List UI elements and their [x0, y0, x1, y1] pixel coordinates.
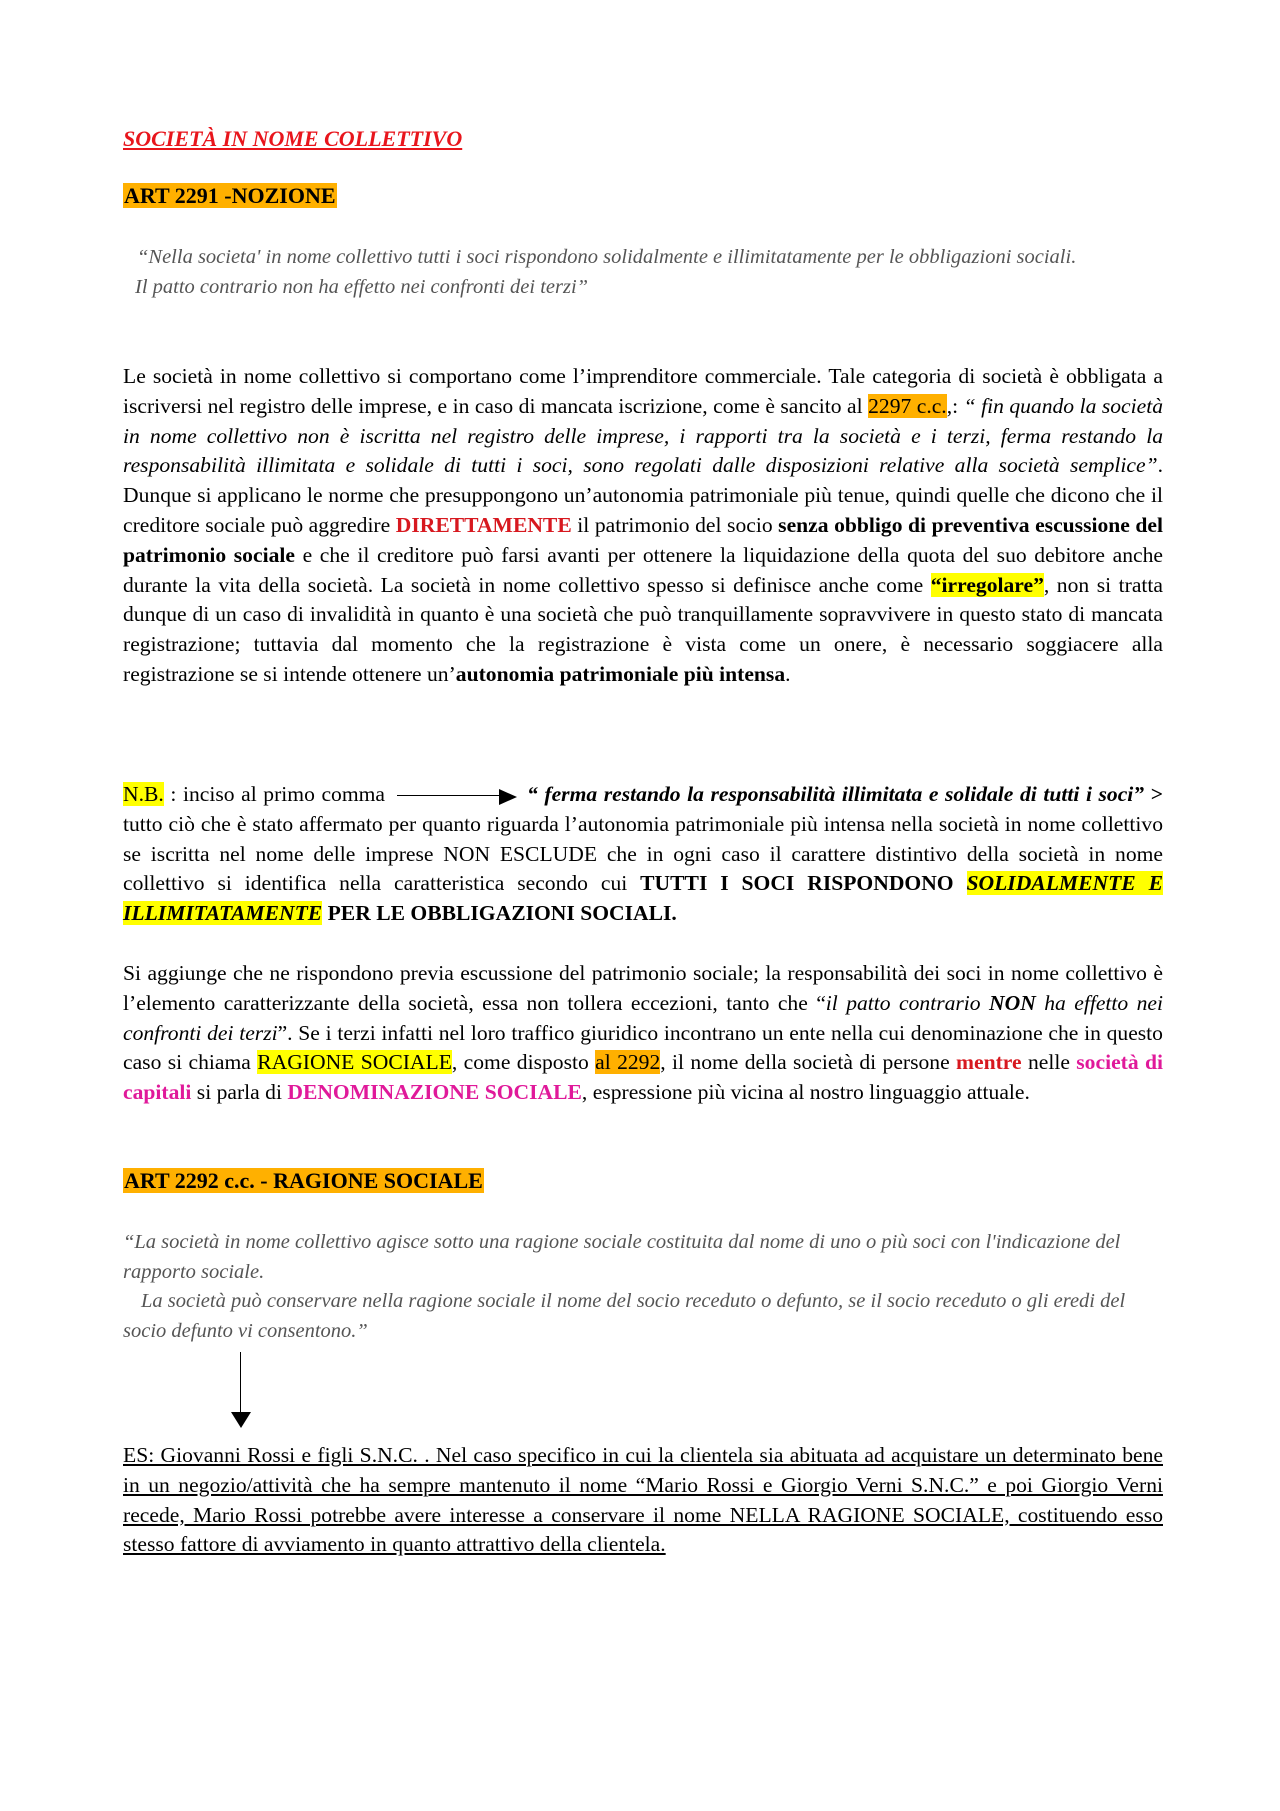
document-title: SOCIETÀ IN NOME COLLETTIVO — [123, 126, 463, 151]
art-2291-heading: ART 2291 -NOZIONE — [124, 183, 336, 208]
art-2291-quote: “Nella societa' in nome collettivo tutti i soci rispondono solidalmente e illimitatamente per le obbligazioni sociali. Il patto contrario non ha effetto nei confronti dei terzi” — [135, 246, 1077, 298]
right-arrow-icon — [397, 789, 517, 803]
example-paragraph: ES: Giovanni Rossi e figli S.N.C. . Nel caso specifico in cui la clientela sia abituata ad acquistare un determinato bene in un negozio/attività che ha sempre mantenuto il nome “Mario Rossi e Giorgio Verni S.N.C.” e poi Giorgio Verni recede, Mario Rossi potrebbe avere interesse a conservare il nome NELLA RAGIONE SOCIALE, costituendo esso stesso fattore di avviamento in quanto attrattivo della clientela. — [123, 1443, 1163, 1557]
art-2292-heading: ART 2292 c.c. - RAGIONE SOCIALE — [124, 1168, 483, 1193]
art-2292-quote: “La società in nome collettivo agisce sotto una ragione sociale costituita dal nome di uno o più soci con l'indicazione del rapporto sociale. La società può conservare nella ragione sociale il nome del socio receduto o defunto, se il socio receduto o gli eredi del socio defunto vi consentono.” — [123, 1231, 1126, 1342]
paragraph-ragione-sociale: Si aggiunge che ne rispondono previa escussione del patrimonio sociale; la responsabilità dei soci in nome collettivo è l’elemento caratterizzante della società, essa non tollera eccezioni, tanto che “il patto contrario NON ha effetto nei confronti dei terzi”. Se i terzi infatti nel loro traffico giuridico incontrano un ente nella cui denominazione che in questo caso si chiama RAGIONE SOCIALE, come disposto al 2292, il nome della società di persone mentre nelle società di capitali si parla di DENOMINAZIONE SOCIALE, espressione più vicina al nostro linguaggio attuale. — [123, 961, 1164, 1105]
nb-label: N.B. — [123, 782, 164, 806]
paragraph-nb: N.B. : inciso al primo comma “ ferma restando la responsabilità illimitata e solidale di tutti i soci” > tutto ciò che è stato affermato per quanto riguarda l’autonomia patrimoniale più intensa nella società in nome collettivo se iscritta nel nome delle imprese NON ESCLUDE che in ogni caso il carattere distintivo della società in nome collettivo si identifica nella caratteristica secondo cui TUTTI I SOCI RISPONDONO SOLIDALMENTE E ILLIMITATAMENTE PER LE OBBLIGAZIONI SOCIALI. — [123, 782, 1163, 926]
ref-2297: 2297 c.c. — [868, 393, 947, 418]
paragraph-registration: Le società in nome collettivo si comportano come l’imprenditore commerciale. Tale categoria di società è obbligata a iscriversi nel registro delle imprese, e in caso di mancata iscrizione, come è sancito al 2297 c.c.,: “ fin quando la società in nome collettivo non è iscritta nel registro delle imprese, i rapporti tra la società e i terzi, ferma restando la responsabilità illimitata e solidale di tutti i soci, sono regolati dalle disposizioni relative alla società semplice”. Dunque si applicano le norme che presuppongono un’autonomia patrimoniale più tenue, quindi quelle che dicono che il creditore sociale può aggredire DIRETTAMENTE il patrimonio del socio senza obbligo di preventiva escussione del patrimonio sociale e che il creditore può farsi avanti per ottenere la liquidazione della quota del suo debitore anche durante la vita della società. La società in nome collettivo spesso si definisce anche come “irregolare”, non si tratta dunque di un caso di invalidità in quanto è una società che può tranquillamente sopravvivere in questo stato di mancata registrazione; tuttavia dal momento che la registrazione è vista come un onere, è necessario soggiacere alla registrazione se si intende ottenere un’autonomia patrimoniale più intensa. — [123, 364, 1163, 686]
quote-2297: “ fin quando la società in nome collettivo non è iscritta nel registro delle imprese, i rapporti tra la società e i terzi, ferma restando la responsabilità illimitata e solidale di tutti i soci, sono regolati dalle disposizioni relative alla società semplice” — [123, 393, 1163, 478]
ref-2292: al 2292 — [595, 1050, 661, 1075]
down-arrow-icon — [231, 1352, 251, 1428]
irregolare-highlight: “irregolare” — [930, 572, 1044, 597]
